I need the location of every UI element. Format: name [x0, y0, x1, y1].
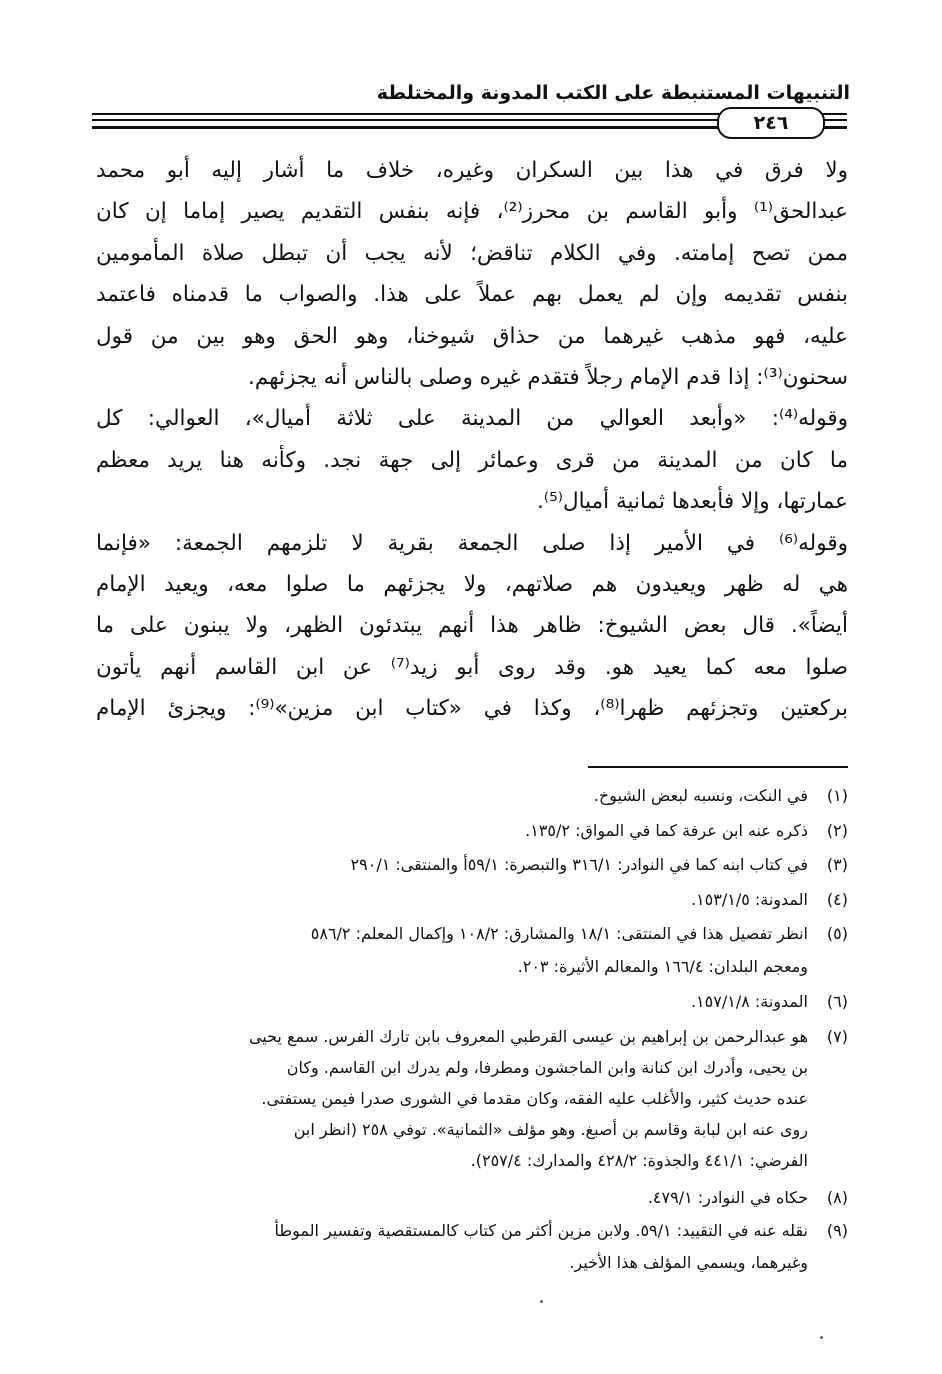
footnote-number: (٨)	[826, 1188, 848, 1207]
page-number-badge: ٢٤٦	[717, 107, 825, 139]
body-line: ما كان من المدينة من قرى وعمائر إلى جهة نجد. وكأنه هنا يريد معظم	[96, 447, 848, 473]
footnote-text: في كتاب ابنه كما في النوادر: ٣١٦/١ والتبصرة: ٥٩/١أ والمنتقى: ٢٩٠/١	[350, 855, 808, 874]
footnote-number: (٤)	[826, 890, 848, 909]
footnote-number: (٧)	[826, 1027, 848, 1046]
body-line: عمارتها، وإلا فأبعدها ثمانية أميال⁽⁵⁾.	[536, 489, 848, 515]
body-line: بنفس تقديمه وإن لم يعمل بهم عملاً على هذا. والصواب ما قدمناه فاعتمد	[96, 282, 848, 308]
footnote-number: (٩)	[826, 1221, 848, 1240]
body-line: عليه، فهو مذهب غيرهما من حذاق شيوخنا، وهو الحق وهو بين من قول	[96, 323, 848, 349]
body-line: وقوله⁽⁴⁾: «وأبعد العوالي من المدينة على ثلاثة أميال»، العوالي: كل	[96, 406, 848, 432]
body-line: صلوا معه كما يعيد هو. وقد روى أبو زيد⁽⁷⁾ عن ابن القاسم أنهم يأتون	[96, 654, 849, 680]
footnote-text: بن يحيى، وأدرك ابن كنانة وابن الماجشون ومطرفا، ولم يدرك ابن القاسم. وكان	[286, 1058, 808, 1077]
body-line: ولا فرق في هذا بين السكران وغيره، خلاف ما أشار إليه أبو محمد	[96, 158, 848, 183]
body-line: ممن تصح إمامته. وفي الكلام تناقض؛ لأنه يجب أن تبطل صلاة المأمومين	[96, 240, 848, 266]
footnote-text: المدونة: ١٥٣/١/٥.	[690, 890, 808, 909]
footnote-text: نقله عنه في التقييد: ٥٩/١. ولابن مزين أكثر من كتاب كالمستقصية وتفسير الموطأ	[274, 1221, 808, 1240]
footnote-text: روى عنه ابن لبابة وقاسم بن أصبغ. وهو مؤلف «الثمانية». توفي ٢٥٨ (انظر ابن	[293, 1120, 808, 1139]
footnote-text: في النكت، ونسبه لبعض الشيوخ.	[593, 786, 808, 805]
footnote-text: ومعجم البلدان: ١٦٦/٤ والمعالم الأثيرة: ٢٠٣.	[517, 957, 808, 976]
footnote-text: وغيرهما، ويسمي المؤلف هذا الأخير.	[569, 1253, 808, 1272]
body-line: سحنون⁽³⁾: إذا قدم الإمام رجلاً فتقدم غيره وصلى بالناس أنه يجزئهم.	[248, 365, 848, 390]
footnote-separator	[588, 766, 848, 768]
body-line: أيضاً». قال بعض الشيوخ: ظاهر هذا أنهم يبتدئون الظهر، ولا يبنون على ما	[96, 613, 848, 639]
footnote-text: عنده حديث كثير، والأغلب عليه الفقه، وكان مقدما في الشورى صدرا فيمن يستفتى.	[261, 1089, 808, 1108]
footnote-text: انظر تفصيل هذا في المنتقى: ١٨/١ والمشارق: ١٠٨/٢ وإكمال المعلم: ٥٨٦/٢	[310, 924, 808, 943]
body-line: هي له ظهر ويعيدون هم صلاتهم، ولا يجزئهم ما صلوا معه، ويعيد الإمام	[96, 572, 848, 597]
footnote-text: المدونة: ١٥٧/١/٨.	[690, 992, 808, 1011]
body-line: وقوله⁽⁶⁾ في الأمير إذا صلى الجمعة بقرية لا تلزمهم الجمعة: «فإنما	[96, 530, 848, 556]
body-line: عبدالحق⁽¹⁾ وأبو القاسم بن محرز⁽²⁾، فإنه بنفس التقديم يصير إماما إن كان	[96, 199, 848, 225]
footnote-text: ذكره عنه ابن عرفة كما في المواق: ١٣٥/٢.	[525, 821, 808, 840]
footnote-number: (٢)	[826, 821, 848, 840]
footnote-number: (٦)	[826, 992, 848, 1011]
footnote-text: هو عبدالرحمن بن إبراهيم بن عيسى القرطبي المعروف بابن تارك الفرس. سمع يحيى	[248, 1027, 808, 1046]
body-line: بركعتين وتجزئهم ظهرا⁽⁸⁾، وكذا في «كتاب ابن مزين»⁽⁹⁾: ويجزئ الإمام	[96, 696, 848, 722]
footnote-number: (٥)	[826, 924, 848, 943]
scan-speck	[820, 1336, 823, 1339]
footnote-text: حكاه في النوادر: ٤٧٩/١.	[647, 1188, 808, 1207]
footnote-number: (٣)	[826, 855, 848, 874]
footnote-text: الفرضي: ٤٤١/١ والجذوة: ٤٢٨/٢ والمدارك: ٢٥٧/٤).	[470, 1151, 808, 1170]
scan-speck	[540, 1300, 543, 1303]
running-header-title: التنبيهات المستنبطة على الكتب المدونة والمختلطة	[376, 82, 850, 104]
footnote-number: (١)	[826, 786, 848, 805]
